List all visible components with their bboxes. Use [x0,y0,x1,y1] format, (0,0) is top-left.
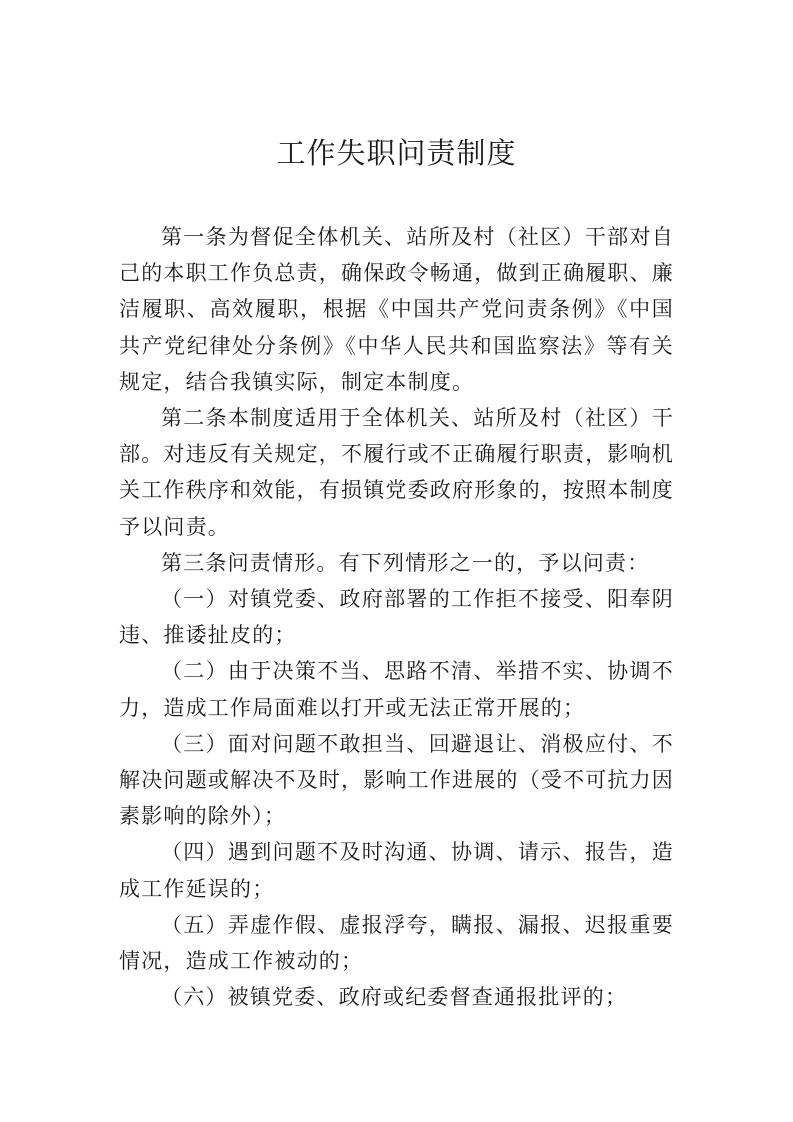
paragraph-item-1: （一）对镇党委、政府部署的工作拒不接受、阳奉阴违、推诿扯皮的； [119,587,674,648]
document-title: 工作失职问责制度 [276,136,517,170]
document-body [119,219,674,1015]
paragraph-item-3: （三）面对问题不敢担当、回避退让、消极应付、不解决问题或解决不及时，影响工作进展的（受不可抗力因素影响的除外）； [119,731,674,829]
paragraph-item-5: （五）弄虚作假、虚报浮夸，瞒报、漏报、迟报重要情况，造成工作被动的； [119,912,674,974]
paragraph-item-6: （六）被镇党委、政府或纪委督查通报批评的； [161,985,628,1010]
paragraph-item-2: （二）由于决策不当、思路不清、举措不实、协调不力，造成工作局面难以打开或无法正常开展的； [119,659,674,720]
paragraph-article-1: 第一条为督促全体机关、站所及村（社区）干部对自己的本职工作负总责，确保政令畅通，做到正确履职、廉洁履职、高效履职，根据《中国共产党问责条例》《中国共产党纪律处分条例》《中华人民共和国监察法》等有关规定，结合我镇实际，制定本制度。 [119,225,674,394]
paragraph-article-2: 第二条本制度适用于全体机关、站所及村（社区）干部。对违反有关规定，不履行或不正确履行职责，影响机关工作秩序和效能，有损镇党委政府形象的，按照本制度予以问责。 [119,406,674,539]
paragraph-article-3: 第三条问责情形。有下列情形之一的，予以问责： [161,550,650,575]
paragraph-item-4: （四）遇到问题不及时沟通、协调、请示、报告，造成工作延误的； [119,840,674,901]
